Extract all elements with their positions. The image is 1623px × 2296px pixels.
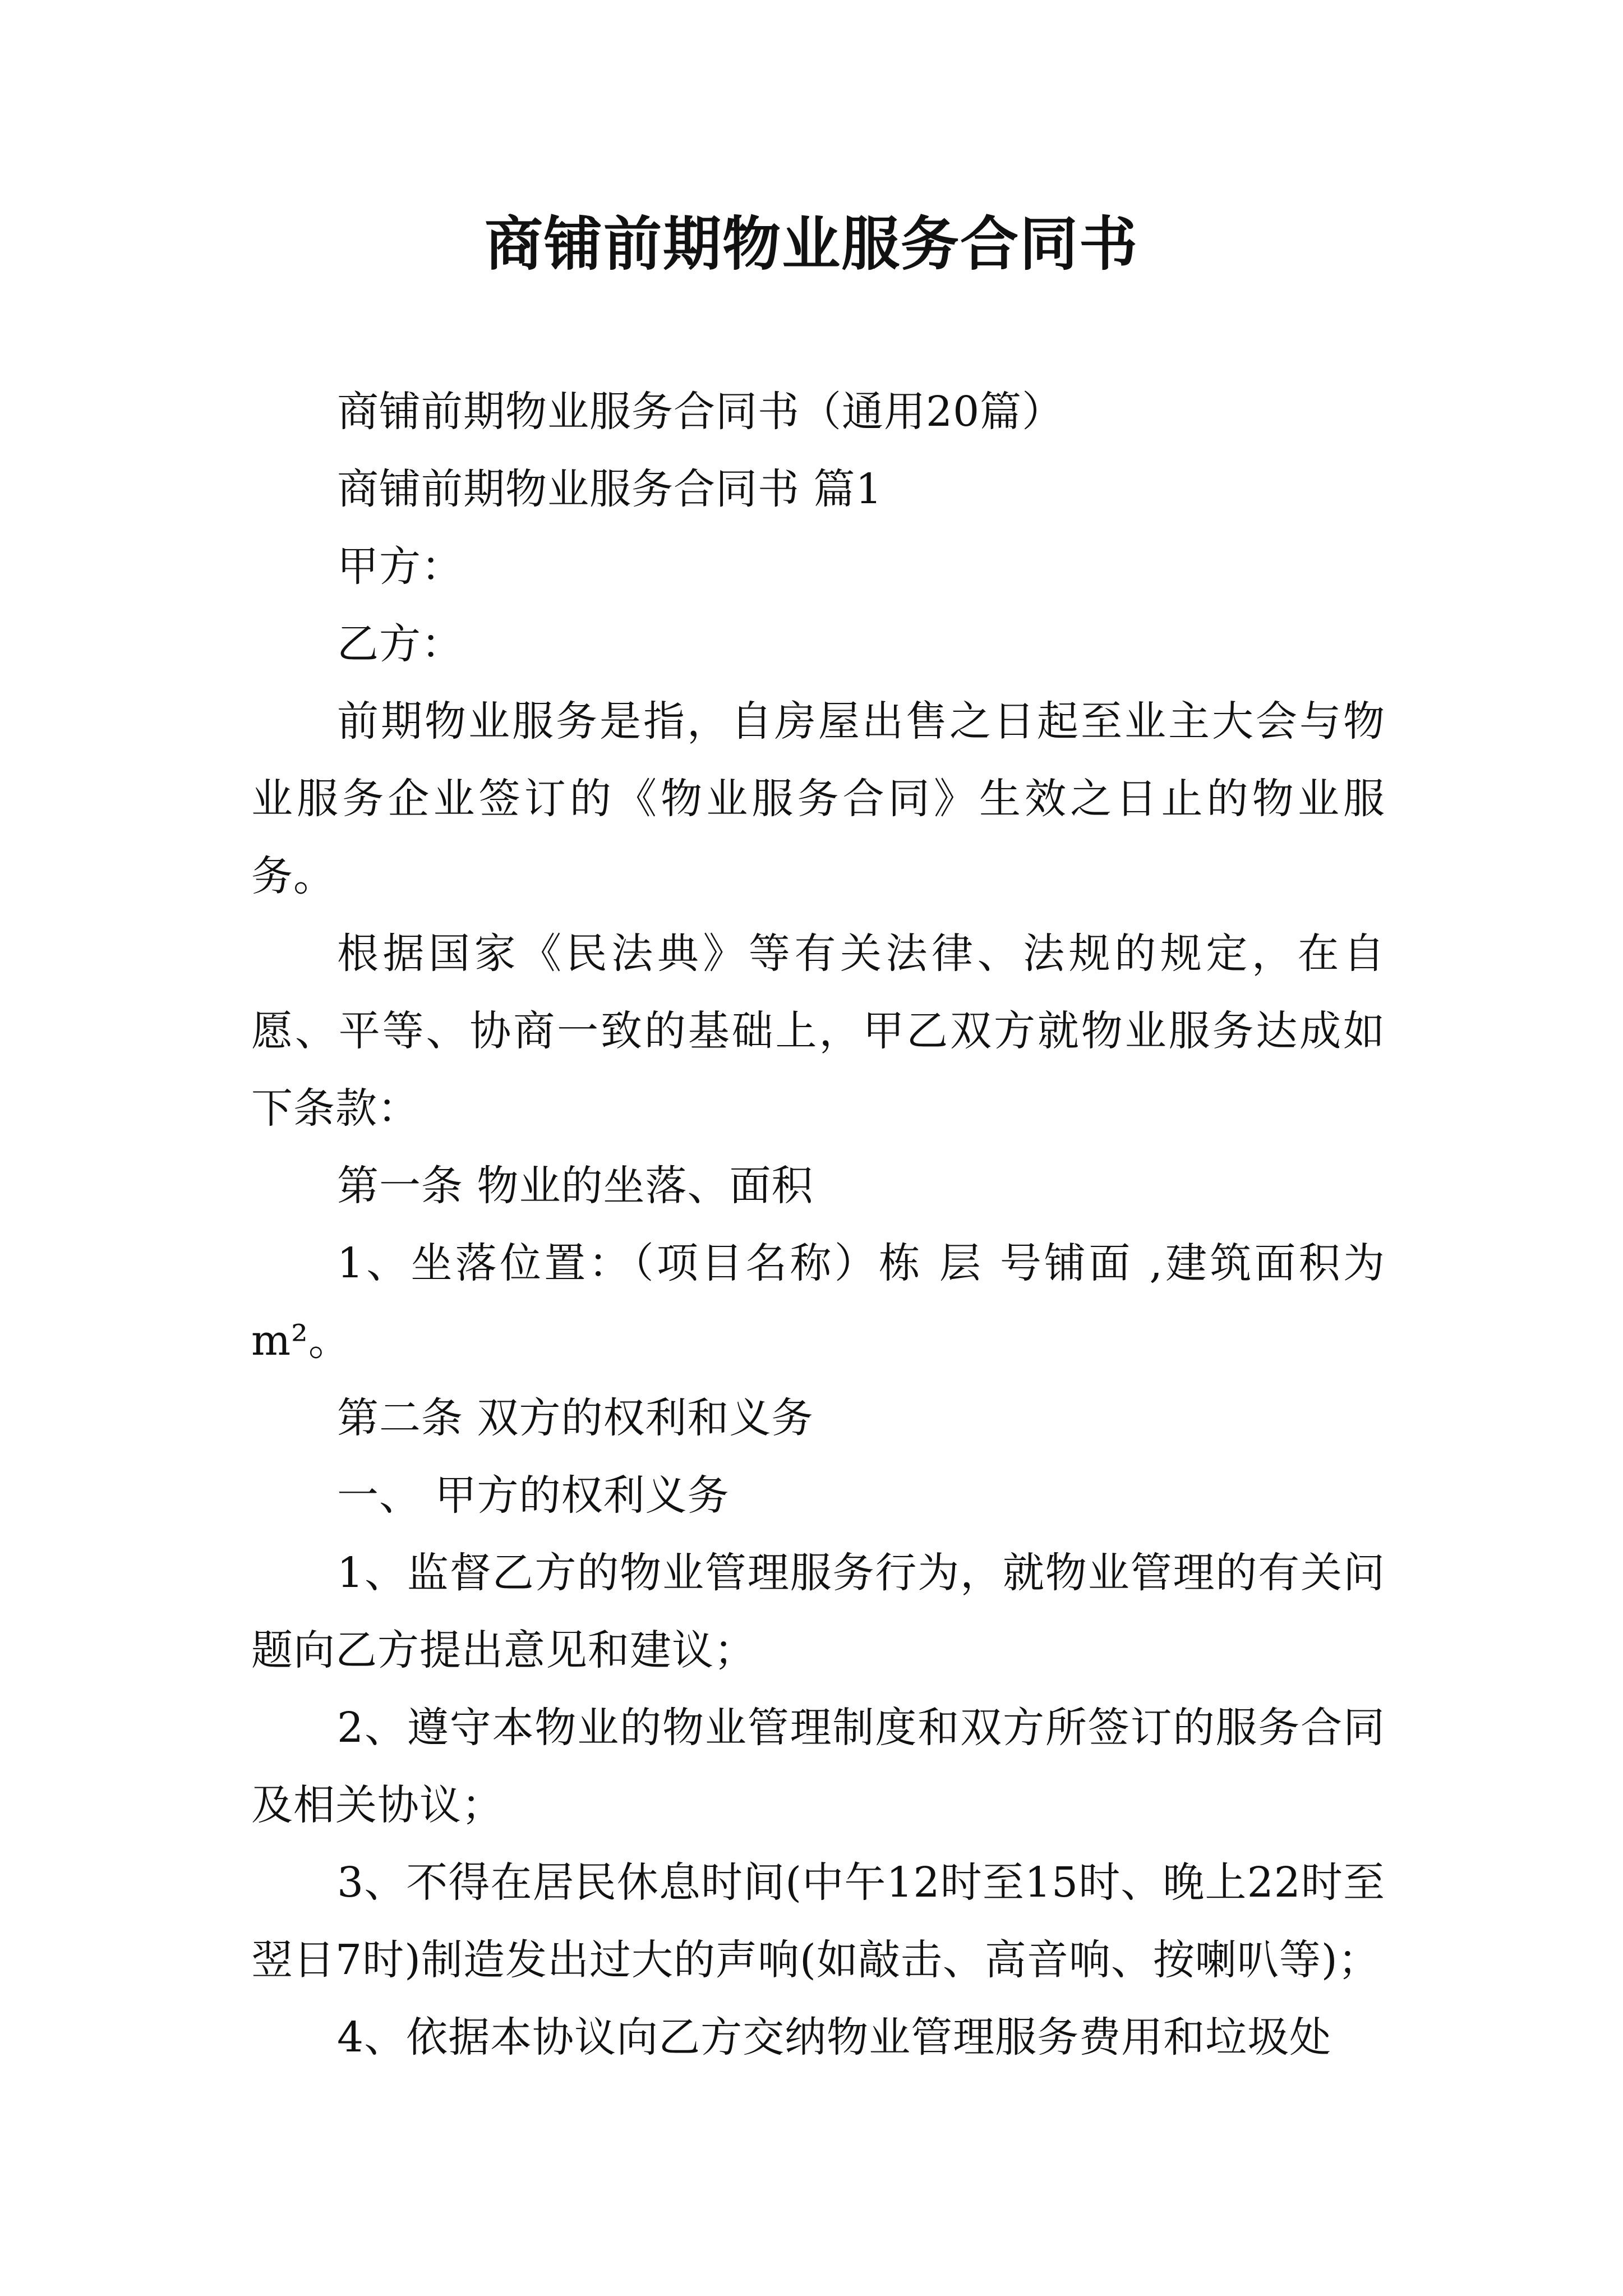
paragraph-location: 1、坐落位置：（项目名称）栋 层 号铺面 ,建筑面积为 m²。 — [251, 1239, 1385, 1365]
paragraph-clause-2: 2、遵守本物业的物业管理制度和双方所签订的服务合同及相关协议； — [251, 1704, 1385, 1829]
document-body — [251, 373, 1385, 2076]
paragraph-definition: 前期物业服务是指，自房屋出售之日起至业主大会与物业服务企业签订的《物业服务合同》生效之日止的物业服务。 — [251, 697, 1385, 900]
paragraph-party-b: 乙方： — [337, 620, 463, 668]
paragraph-clause-1: 1、监督乙方的物业管理服务行为，就物业管理的有关问题向乙方提出意见和建议； — [251, 1549, 1385, 1674]
paragraph-article-1: 第一条 物业的坐落、面积 — [337, 1162, 814, 1210]
paragraph-section-heading: 商铺前期物业服务合同书 篇1 — [337, 465, 883, 513]
paragraph-article-2: 第二条 双方的权利和义务 — [337, 1394, 814, 1442]
paragraph-party-a-rights: 一、 甲方的权利义务 — [337, 1471, 730, 1520]
document-title: 商铺前期物业服务合同书 — [484, 209, 1138, 278]
paragraph-subtitle: 商铺前期物业服务合同书（通用20篇） — [337, 388, 1064, 436]
paragraph-clause-4: 4、依据本协议向乙方交纳物业管理服务费用和垃圾处 — [337, 2013, 1332, 2062]
paragraph-clause-3: 3、不得在居民休息时间(中午12时至15时、晚上22时至翌日7时)制造发出过大的声响(如敲击、高音响、按喇叭等)； — [251, 1858, 1385, 1984]
paragraph-legal-basis: 根据国家《民法典》等有关法律、法规的规定，在自愿、平等、协商一致的基础上，甲乙双方就物业服务达成如下条款： — [251, 930, 1385, 1133]
paragraph-party-a: 甲方： — [337, 542, 463, 591]
